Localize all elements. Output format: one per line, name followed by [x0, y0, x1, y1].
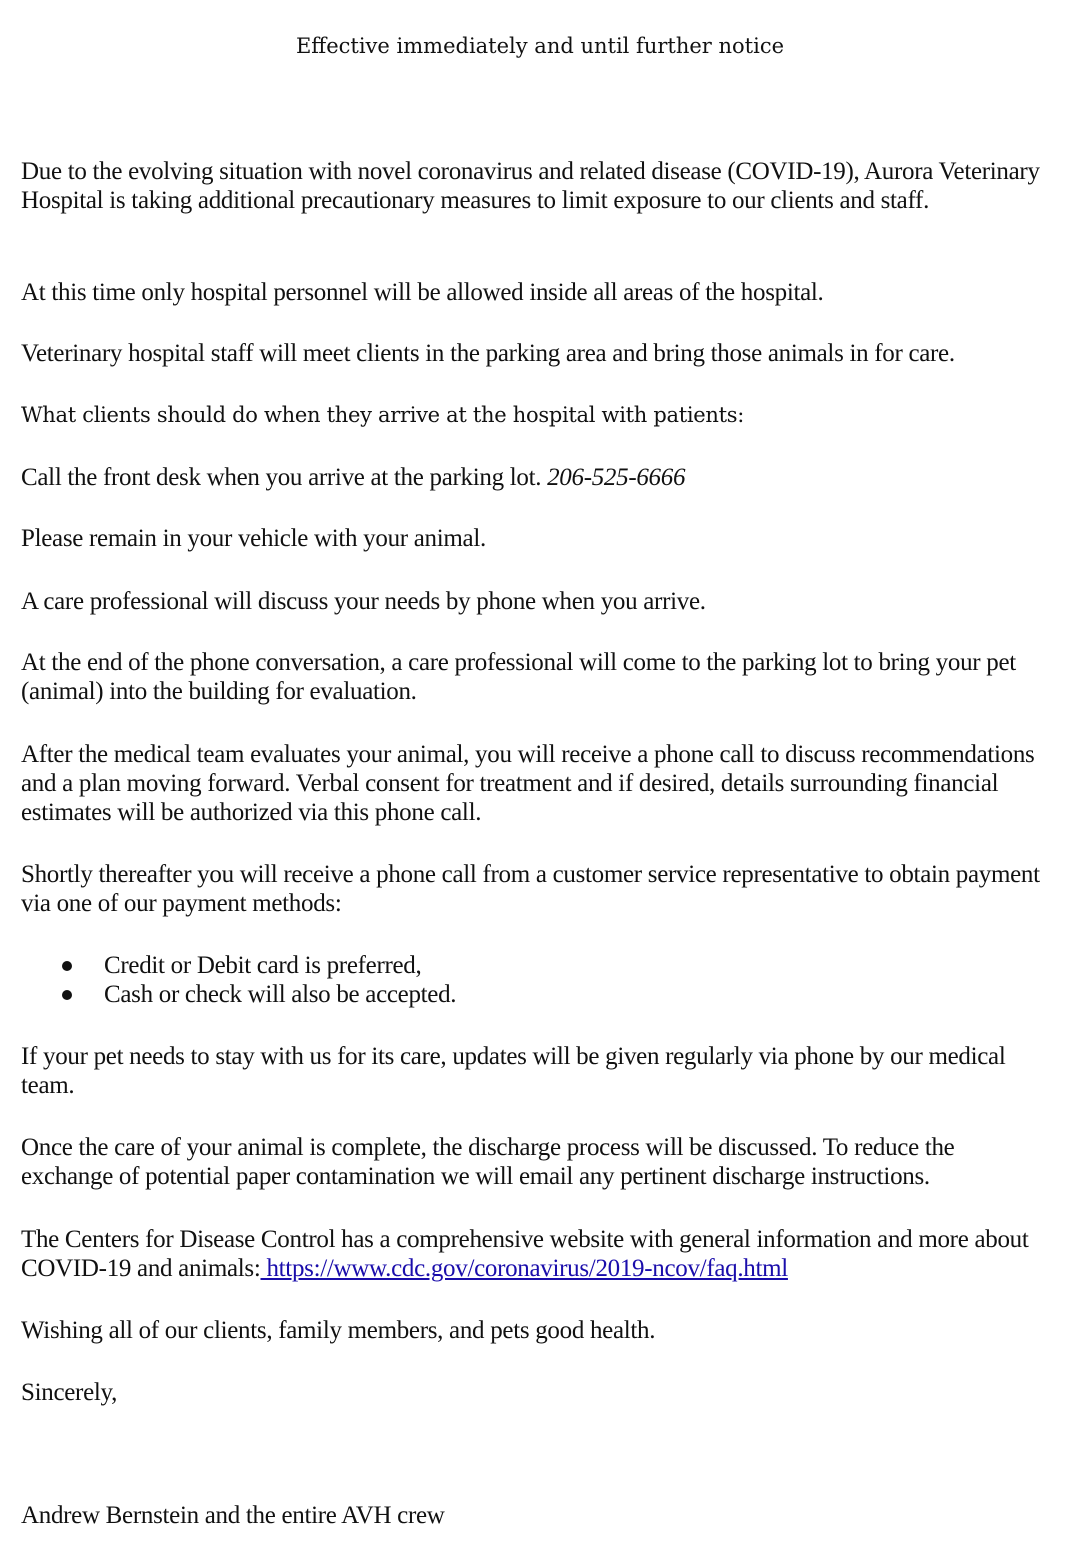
staff-meet-paragraph: Veterinary hospital staff will meet clients in the parking area and bring those animals in for care. [21, 340, 955, 367]
bullet-icon [62, 990, 72, 1000]
list-item: Cash or check will also be accepted. [0, 980, 456, 1009]
discharge-paragraph: Once the care of your animal is complete, the discharge process will be discussed. To reduce the exchange of potential paper contamination we will email any pertinent discharge instructions. [21, 1134, 955, 1190]
cdc-link[interactable]: https://www.cdc.gov/coronavirus/2019-ncov/faq.html [260, 1255, 788, 1282]
cdc-paragraph [21, 1225, 1041, 1283]
end-call-paragraph: At the end of the phone conversation, a care professional will come to the parking lot to bring your pet (animal) into the building for evaluation. [21, 649, 1016, 705]
payment-methods-list [0, 951, 456, 1009]
closing: Sincerely, [21, 1379, 118, 1406]
list-item: Credit or Debit card is preferred, [0, 951, 456, 980]
cdc-text: The Centers for Disease Control has a comprehensive website with general information and more about COVID-19 and animals: [21, 1226, 1029, 1282]
phone-number: 206-525-6666 [547, 464, 686, 491]
bullet-icon [62, 961, 72, 971]
notice-heading: Effective immediately and until further notice [295, 34, 785, 58]
access-paragraph: At this time only hospital personnel will be allowed inside all areas of the hospital. [21, 279, 824, 306]
call-text: Call the front desk when you arrive at the parking lot. [21, 464, 548, 491]
intro-paragraph: Due to the evolving situation with novel coronavirus and related disease (COVID-19), Aurora Veterinary Hospital is taking additional precautionary measures to limit exposure to our clients and staff. [21, 158, 1040, 214]
after-evaluation-paragraph: After the medical team evaluates your animal, you will receive a phone call to discuss recommendations and a plan moving forward. Verbal consent for treatment and if desired, details surrounding financial estimates will be authorized via this phone call. [21, 741, 1035, 826]
wishing-paragraph: Wishing all of our clients, family members, and pets good health. [21, 1317, 656, 1344]
call-paragraph [21, 463, 1041, 492]
payment-paragraph: Shortly thereafter you will receive a phone call from a customer service representative to obtain payment via one of our payment methods: [21, 861, 1040, 917]
what-to-do-paragraph: What clients should do when they arrive at the hospital with patients: [21, 403, 745, 427]
discuss-paragraph: A care professional will discuss your needs by phone when you arrive. [21, 588, 706, 615]
remain-paragraph: Please remain in your vehicle with your animal. [21, 525, 486, 552]
stay-paragraph: If your pet needs to stay with us for its care, updates will be given regularly via phone by our medical team. [21, 1043, 1006, 1099]
signature: Andrew Bernstein and the entire AVH crew [21, 1502, 445, 1529]
